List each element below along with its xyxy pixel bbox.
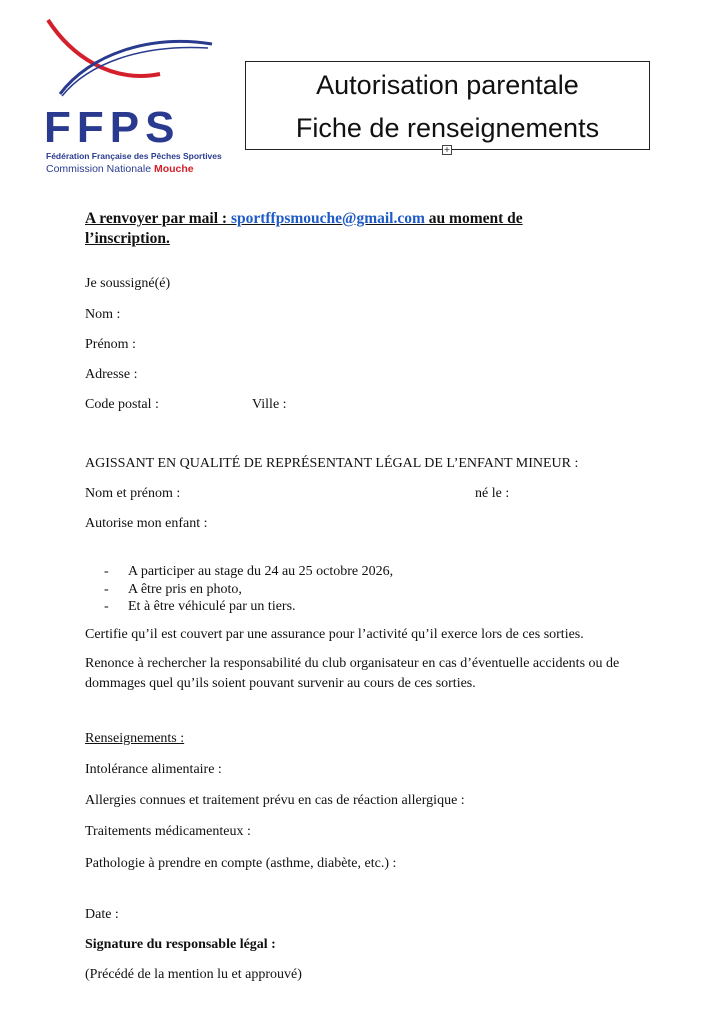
birth-date-label: né le : <box>475 486 510 501</box>
medication-label: Traitements médicamenteux : <box>85 824 251 839</box>
list-item: - A participer au stage du 24 au 25 octobre 2026, <box>104 563 393 581</box>
title-line-2: Fiche de renseignements <box>295 113 600 143</box>
date-label: Date : <box>85 907 119 922</box>
logo-commission-text: Commission Nationale Mouche <box>46 163 194 175</box>
liability-waiver: Renonce à rechercher la responsabilité du club organisateur en cas d’éventuelle accidents ou de dommages quel qu’ils soient pouvant survenir au cours de ces sorties. <box>85 656 620 691</box>
soussigne-label: Je soussigné(é) <box>85 276 171 291</box>
logo-federation-text: Fédération Française des Pêches Sportives <box>46 151 222 161</box>
authorize-label: Autorise mon enfant : <box>85 516 208 531</box>
ville-label: Ville : <box>252 397 287 412</box>
email-link[interactable]: sportffpsmouche@gmail.com <box>230 210 425 227</box>
allergies-label: Allergies connues et traitement prévu en cas de réaction allergique : <box>85 793 465 808</box>
legal-representative-heading: AGISSANT EN QUALITÉ DE REPRÉSENTANT LÉGAL DE L’ENFANT MINEUR : <box>85 456 579 471</box>
prenom-label: Prénom : <box>85 337 136 352</box>
adresse-label: Adresse : <box>85 367 138 382</box>
code-postal-label: Code postal : <box>85 397 159 412</box>
logo-swoosh-icon <box>40 14 216 114</box>
child-name-label: Nom et prénom : <box>85 486 181 501</box>
ffps-logo <box>40 14 222 175</box>
nom-label: Nom : <box>85 307 121 322</box>
list-item: - A être pris en photo, <box>104 581 393 599</box>
pathology-label: Pathologie à prendre en compte (asthme, diabète, etc.) : <box>85 856 397 871</box>
signature-label: Signature du responsable légal : <box>85 937 276 952</box>
title-line-1: Autorisation parentale <box>316 70 579 100</box>
title-box <box>245 61 650 150</box>
signature-mention: (Précédé de la mention lu et approuvé) <box>85 967 302 982</box>
mail-instruction: A renvoyer par mail : sportffpsmouche@gmail.com au moment de l’inscription. <box>85 210 523 247</box>
list-item: - Et à être véhiculé par un tiers. <box>104 598 393 616</box>
authorization-list <box>104 563 393 616</box>
food-intolerance-label: Intolérance alimentaire : <box>85 762 222 777</box>
logo-letters: FFPS <box>44 103 181 152</box>
renseignements-heading: Renseignements : <box>85 731 185 746</box>
insurance-statement: Certifie qu’il est couvert par une assurance pour l’activité qu’il exerce lors de ces sorties. <box>85 627 584 642</box>
anchor-icon[interactable]: + <box>443 145 451 154</box>
